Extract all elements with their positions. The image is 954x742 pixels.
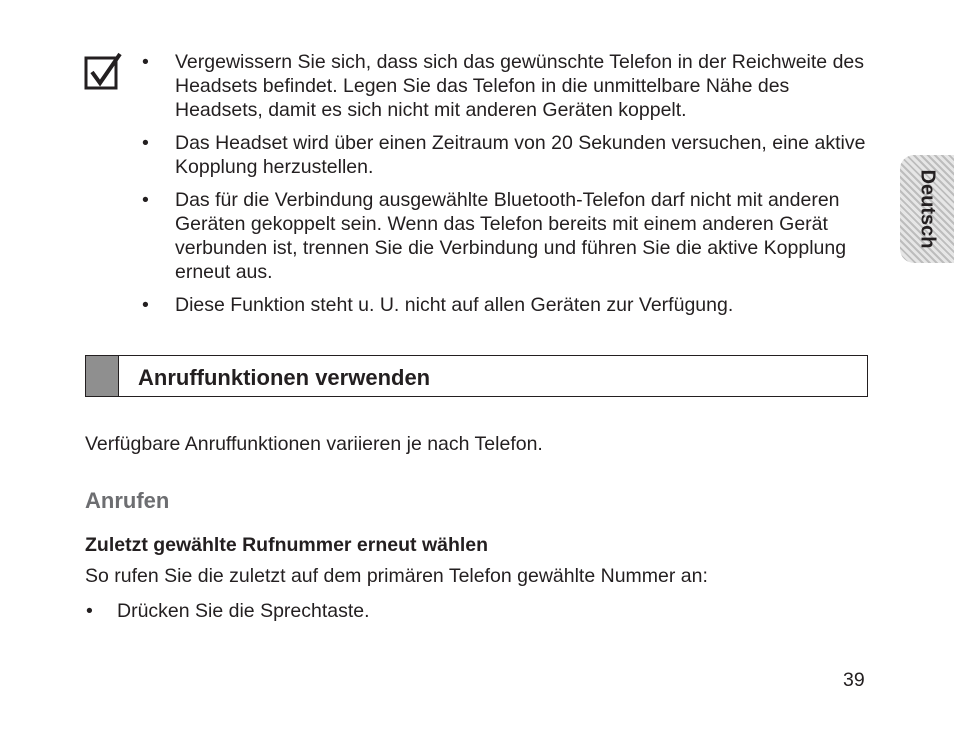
bullet: • [142, 132, 149, 154]
note-item [140, 50, 880, 122]
subheading: Anrufen [85, 488, 170, 513]
note-list [140, 50, 880, 326]
note-text: Diese Funktion steht u. U. nicht auf allen Geräten zur Verfügung. [175, 294, 734, 316]
note-text: Vergewissern Sie sich, dass sich das gewünschte Telefon in der Reichweite des Headsets befindet. Legen Sie das Telefon in die unmittelbare Nähe des Headsets, damit es sich nicht mit anderen Geräten koppelt. [175, 51, 865, 121]
note-item [140, 131, 880, 179]
description-text: So rufen Sie die zuletzt auf dem primären Telefon gewählte Nummer an: [85, 565, 708, 587]
step-text: Drücken Sie die Sprechtaste. [117, 600, 370, 622]
note-item [140, 293, 880, 317]
language-tab [900, 155, 954, 263]
section-marker [86, 356, 119, 396]
minor-heading: Zuletzt gewählte Rufnummer erneut wählen [85, 534, 489, 556]
section-header [85, 355, 868, 397]
note-item [140, 188, 880, 284]
note-text: Das für die Verbindung ausgewählte Bluetooth-Telefon darf nicht mit anderen Geräten gekoppelt sein. Wenn das Telefon bereits mit einem anderen Gerät verbunden ist, trennen Sie die Verbindung und führen Sie die aktive Kopplung erneut aus. [175, 189, 847, 283]
bullet: • [142, 189, 149, 211]
intro-text: Verfügbare Anruffunktionen variieren je nach Telefon. [85, 433, 543, 455]
bullet: • [142, 294, 149, 316]
step-item [85, 600, 370, 623]
step-list [85, 600, 370, 623]
note-text: Das Headset wird über einen Zeitraum von 20 Sekunden versuchen, eine aktive Kopplung herzustellen. [175, 132, 866, 178]
bullet: • [86, 600, 93, 622]
section-title: Anruffunktionen verwenden [138, 365, 431, 390]
page-number: 39 [843, 669, 865, 691]
language-label: Deutsch [916, 169, 939, 249]
checkbox-check-icon [84, 52, 122, 90]
bullet: • [142, 51, 149, 73]
